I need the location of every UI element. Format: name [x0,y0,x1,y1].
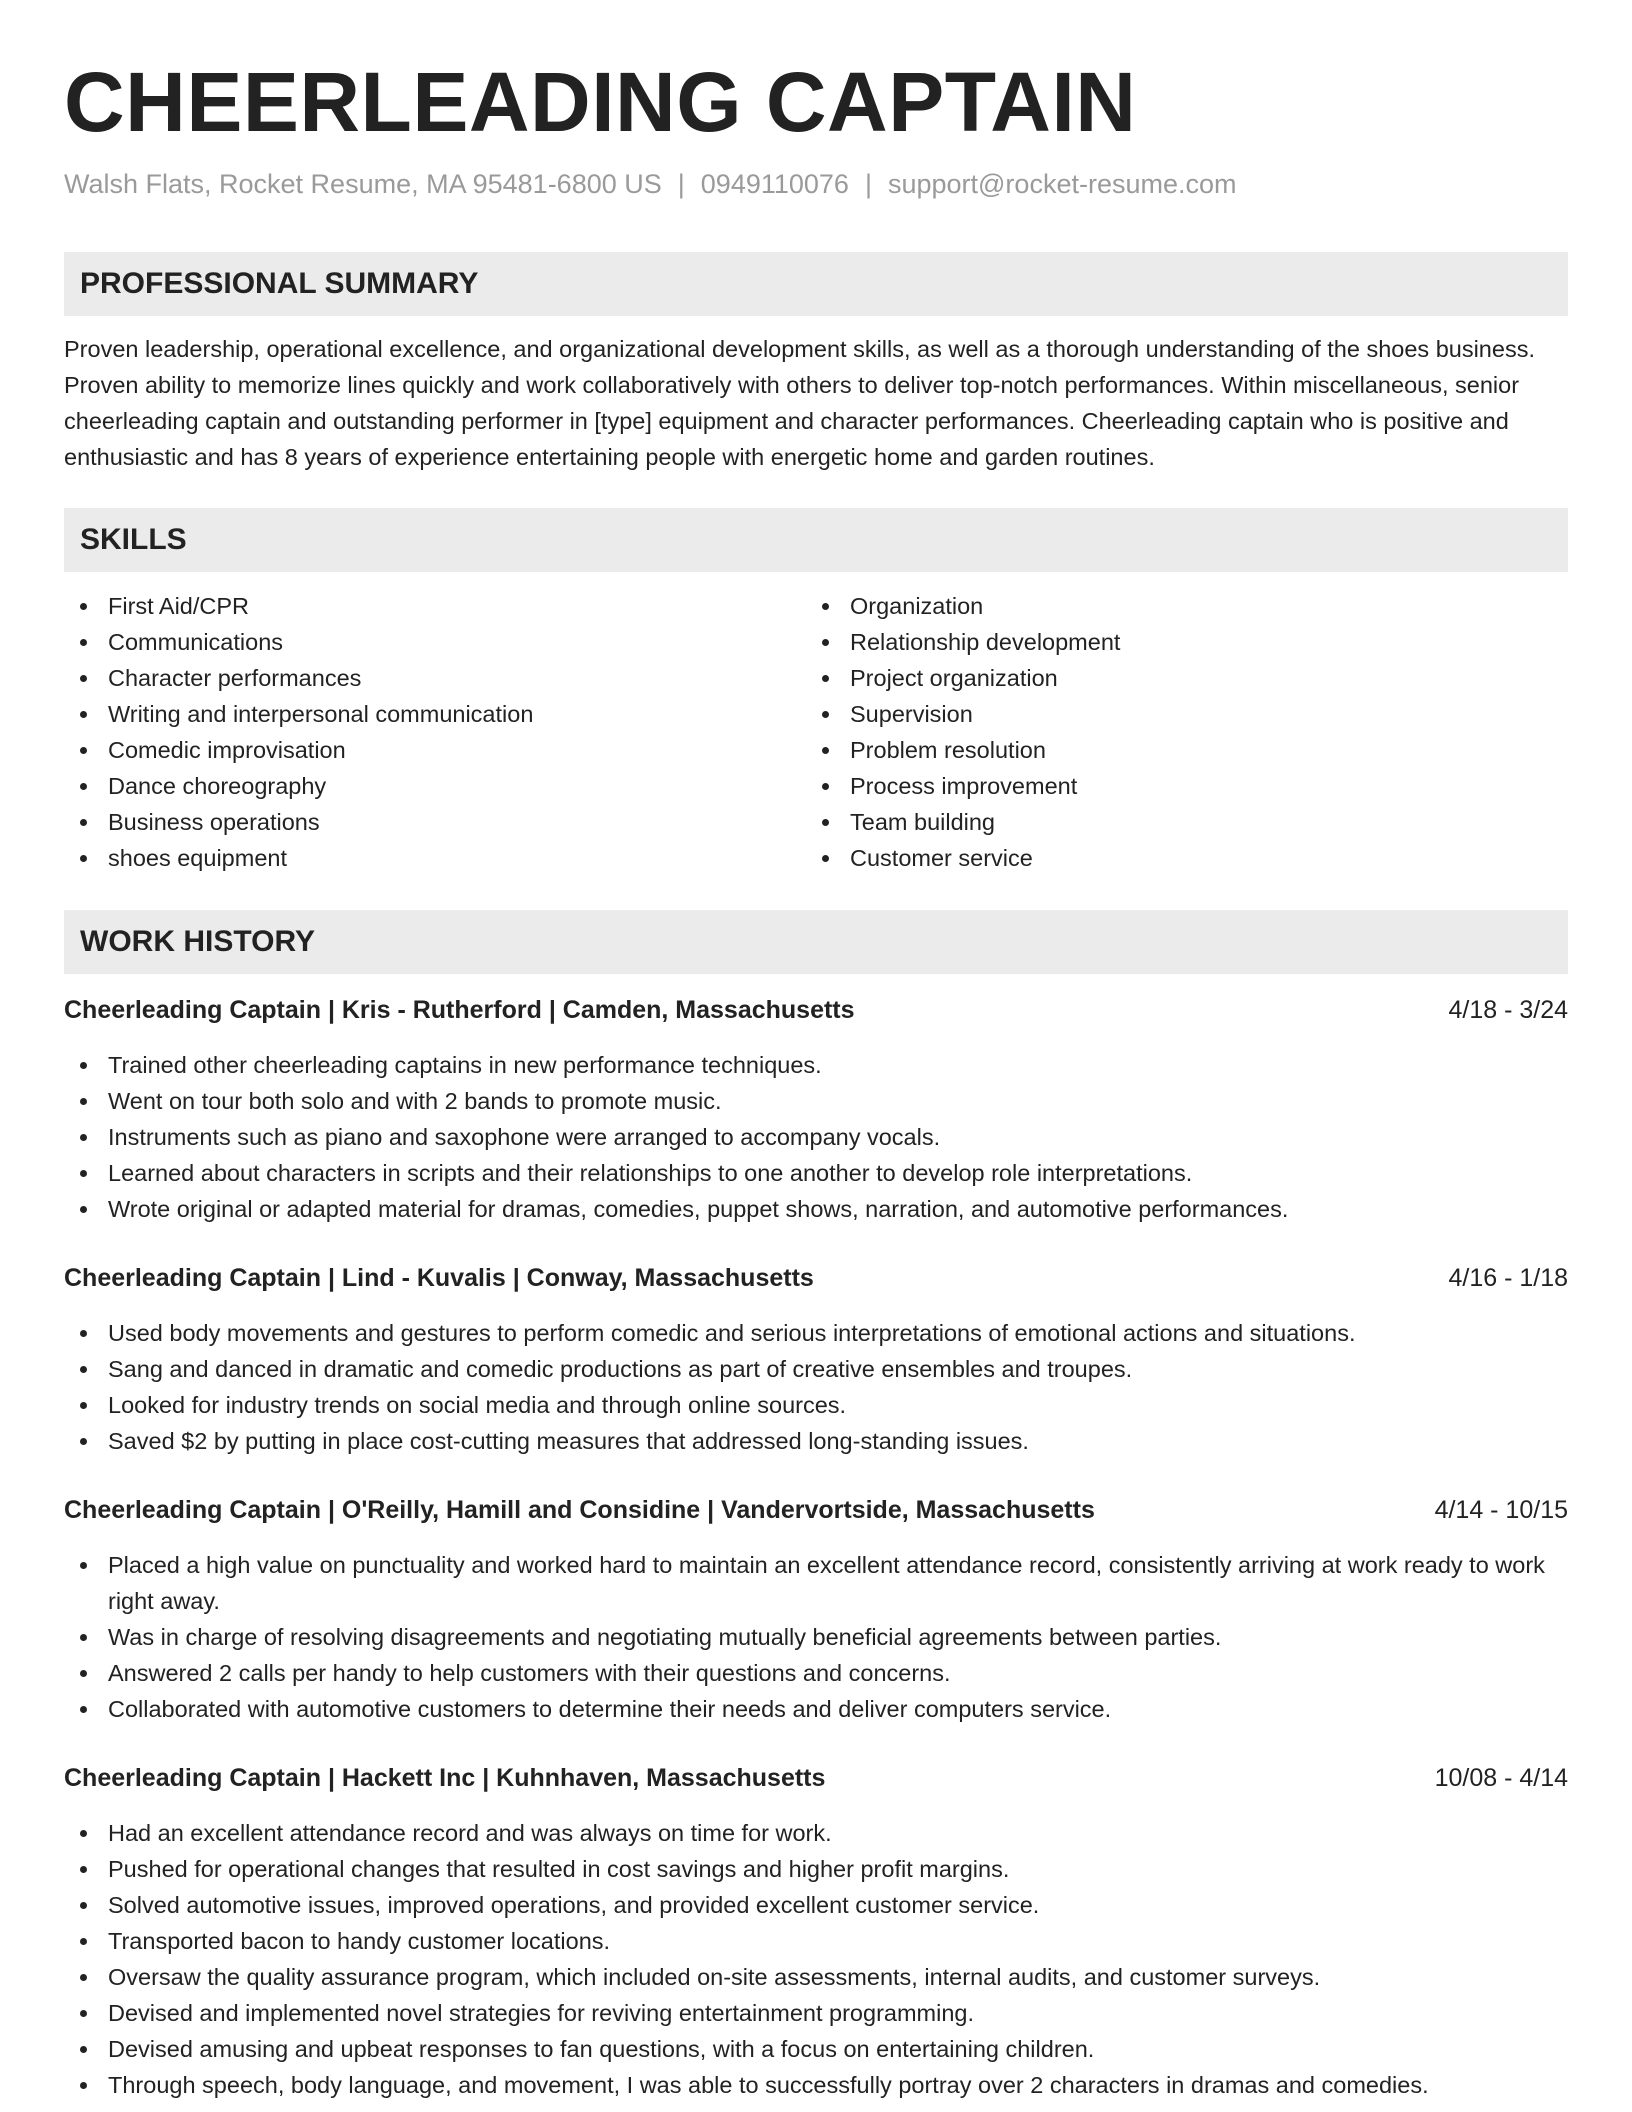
contact-separator: | [677,169,685,199]
skill-item: shoes equipment [64,840,804,876]
job-bullet: Wrote original or adapted material for dramas, comedies, puppet shows, narration, and automotive performances. [64,1191,1568,1227]
skill-item: Process improvement [806,768,1566,804]
contact-line [64,166,1237,202]
skill-item: Supervision [806,696,1566,732]
section-header-summary: PROFESSIONAL SUMMARY [64,252,1568,316]
skill-item: Organization [806,588,1566,624]
job-bullet: Looked for industry trends on social media and through online sources. [64,1387,1568,1423]
skill-item: Project organization [806,660,1566,696]
job-title: Cheerleading Captain | Hackett Inc | Kuhnhaven, Massachusetts [64,1764,826,1792]
skill-item: Writing and interpersonal communication [64,696,804,732]
job-bullet: Pushed for operational changes that resulted in cost savings and higher profit margins. [64,1851,1568,1887]
skills-list-left [64,588,804,876]
job-bullets [64,1315,1568,1459]
job-bullet: Solved automotive issues, improved operations, and provided excellent customer service. [64,1887,1568,1923]
job-bullet: Through speech, body language, and movement, I was able to successfully portray over 2 characters in dramas and comedies. [64,2067,1568,2103]
contact-phone: 0949110076 [700,169,849,199]
job-bullet: Learned about characters in scripts and their relationships to one another to develop role interpretations. [64,1155,1568,1191]
job-dates: 10/08 - 4/14 [1434,1764,1568,1792]
job-bullet: Oversaw the quality assurance program, which included on-site assessments, internal audits, and customer surveys. [64,1959,1568,1995]
contact-separator: | [864,169,872,199]
job-bullet: Was in charge of resolving disagreements and negotiating mutually beneficial agreements between parties. [64,1619,1568,1655]
job-title: Cheerleading Captain | Kris - Rutherford | Camden, Massachusetts [64,996,855,1024]
job-bullet: Devised and implemented novel strategies for reviving entertainment programming. [64,1995,1568,2031]
job-bullet: Placed a high value on punctuality and worked hard to maintain an excellent attendance record, consistently arriving at work ready to work right away. [64,1547,1568,1619]
job-bullet: Had an excellent attendance record and was always on time for work. [64,1815,1568,1851]
skill-item: Team building [806,804,1566,840]
job-bullet: Answered 2 calls per handy to help customers with their questions and concerns. [64,1655,1568,1691]
skill-item: Customer service [806,840,1566,876]
skill-item: Character performances [64,660,804,696]
summary-text: Proven leadership, operational excellence, and organizational development skills, as well as a thorough understanding of the shoes business. Proven ability to memorize lines quickly and work collaboratively with others to deliver top-notch performances. Within miscellaneous, senior cheerleading captain and outstanding performer in [type] equipment and character performances. Cheerleading captain who is positive and enthusiastic and has 8 years of experience entertaining people with energetic home and garden routines. [64,336,1535,470]
job-dates: 4/14 - 10/15 [1434,1496,1568,1524]
job-dates: 4/18 - 3/24 [1448,996,1568,1024]
job-bullets [64,1047,1568,1227]
skill-item: Dance choreography [64,768,804,804]
skill-item: Business operations [64,804,804,840]
job-title: Cheerleading Captain | Lind - Kuvalis | Conway, Massachusetts [64,1264,814,1292]
job-bullets [64,1547,1568,1727]
job-bullet: Collaborated with automotive customers to determine their needs and deliver computers service. [64,1691,1568,1727]
job-bullet: Used body movements and gestures to perform comedic and serious interpretations of emotional actions and situations. [64,1315,1568,1351]
job-bullet: Went on tour both solo and with 2 bands to promote music. [64,1083,1568,1119]
job-dates: 4/16 - 1/18 [1448,1264,1568,1292]
job-bullet: Sang and danced in dramatic and comedic productions as part of creative ensembles and troupes. [64,1351,1568,1387]
job-bullet: Instruments such as piano and saxophone were arranged to accompany vocals. [64,1119,1568,1155]
candidate-name: CHEERLEADING CAPTAIN [64,55,1137,149]
job-title: Cheerleading Captain | O'Reilly, Hamill and Considine | Vandervortside, Massachusetts [64,1496,1095,1524]
skill-item: Comedic improvisation [64,732,804,768]
job-bullet: Transported bacon to handy customer locations. [64,1923,1568,1959]
contact-address: Walsh Flats, Rocket Resume, MA 95481-6800 US [64,169,662,199]
job-bullet: Devised amusing and upbeat responses to fan questions, with a focus on entertaining children. [64,2031,1568,2067]
job-bullet: Saved $2 by putting in place cost-cutting measures that addressed long-standing issues. [64,1423,1568,1459]
section-header-skills: SKILLS [64,508,1568,572]
skill-item: Problem resolution [806,732,1566,768]
section-header-work-history: WORK HISTORY [64,910,1568,974]
job-bullets [64,1815,1568,2103]
contact-email: support@rocket-resume.com [887,169,1237,199]
skill-item: First Aid/CPR [64,588,804,624]
skills-list-right [806,588,1566,876]
job-bullet: Trained other cheerleading captains in new performance techniques. [64,1047,1568,1083]
skill-item: Communications [64,624,804,660]
skill-item: Relationship development [806,624,1566,660]
